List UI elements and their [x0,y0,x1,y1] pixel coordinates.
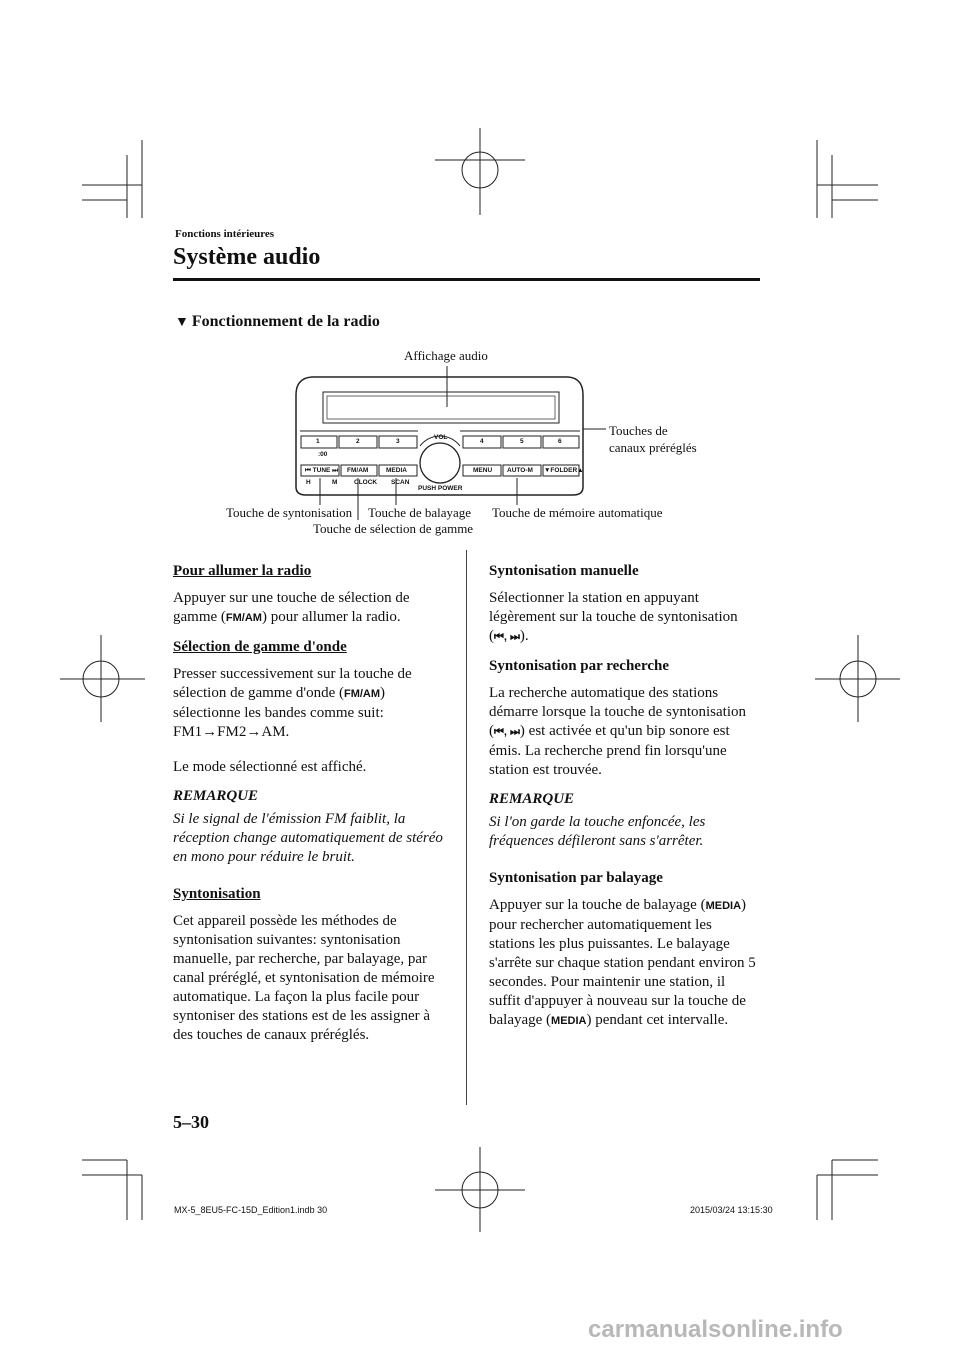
note-heading: REMARQUE [489,791,575,807]
callout-tune-key: Touche de syntonisation [226,505,353,520]
power-heading: Pour allumer la radio [173,563,312,579]
seek-heading: Syntonisation par recherche [489,658,670,674]
triangle-marker-icon: ▼ [175,315,189,330]
note-heading: REMARQUE [173,788,259,804]
section-label: Fonctions intérieures [175,228,275,240]
m-label: M [332,479,338,486]
note-text: Si le signal de l'émission FM faiblit, la réception change automatiquement de stéréo en mono pour réduire le bruit. [173,811,443,865]
menu-button-label: MENU [473,467,493,474]
section-heading-text: Fonctionnement de la radio [191,313,380,330]
clock-sub-label: :00 [318,451,328,458]
fm-am-key: FM/AM [225,612,262,624]
preset-5-label: 5 [520,438,524,445]
push-power-label: PUSH POWER [418,485,463,492]
preset-4-label: 4 [480,438,484,445]
column-divider [466,550,467,1105]
folder-button-label: ▼FOLDER▲ [544,467,584,474]
page-title: Système audio [173,244,321,270]
manual-heading: Syntonisation manuelle [489,563,639,579]
preset-1-label: 1 [316,438,320,445]
preset-6-label: 6 [558,438,562,445]
band-heading: Sélection de gamme d'onde [173,639,347,655]
page-number: 5–30 [173,1112,209,1132]
band-paragraph: Presser successivement sur la touche de sélection de gamme d'onde (FM/AM) sélectionne les bandes comme suit: FM1→FM2→AM. [173,666,412,740]
callout-preset-line2: canaux préréglés [609,440,697,455]
clock-label: CLOCK [354,479,378,486]
footer-filename: MX-5_8EU5-FC-15D_Edition1.indb 30 [174,1205,328,1215]
media-key: MEDIA [705,900,742,912]
footer-timestamp: 2015/03/24 13:15:30 [690,1205,773,1215]
tuning-paragraph: Cet appareil possède les méthodes de syntonisation suivantes: syntonisation manuelle, par recherche, par balayage, par canal préréglé, et syntonisation de mémoire automatique. La façon la plus facile pour syntoniser des stations est de les assigner à des touches de canaux préréglés. [173,913,435,1043]
scan-paragraph: Appuyer sur la touche de balayage (MEDIA) pour rechercher automatiquement les stations les plus puissantes. Le balayage s'arrête sur chaque station pendant environ 5 secondes. Pour maintenir une station, il suffit d'appuyer à nouveau sur la touche de balayage (MEDIA) pendant cet intervalle. [489,897,756,1028]
tuning-heading: Syntonisation [173,886,261,902]
vol-label: VOL [434,434,448,441]
right-column [489,562,759,1041]
band-paragraph-2: Le mode sélectionné est affiché. [173,759,367,775]
callout-preset-line1: Touches de [609,423,668,438]
watermark: carmanualsonline.info [588,1316,843,1343]
callout-audio-display: Affichage audio [404,348,488,363]
tune-keys: ⏮, ⏭ [494,726,520,738]
preset-2-label: 2 [356,438,360,445]
callout-scan-key: Touche de balayage [368,505,472,520]
radio-panel-illustration [0,0,960,560]
h-label: H [306,479,311,486]
callout-auto-memory-key: Touche de mémoire automatique [492,505,663,520]
left-column [173,562,443,1055]
tune-keys: ⏮, ⏭ [494,631,520,643]
note-text: Si l'on garde la touche enfoncée, les fréquences défileront sans s'arrêter. [489,814,706,849]
fm-am-key: FM/AM [343,688,381,700]
scan-label: SCAN [391,479,410,486]
callout-band-key: Touche de sélection de gamme [313,521,474,536]
media-key: MEDIA [551,1015,587,1027]
power-paragraph: Appuyer sur une touche de sélection de gamme (FM/AM) pour allumer la radio. [173,590,410,625]
seek-paragraph: La recherche automatique des stations démarre lorsque la touche de syntonisation (⏮, ⏭) est activée et qu'un bip sonore est émis. La recherche prend fin lorsqu'une station est trouvée. [489,685,747,778]
tune-button-label: ⏮ TUNE ⏭ [305,467,339,474]
media-button-label: MEDIA [386,467,407,474]
auto-m-button-label: AUTO-M [507,467,533,474]
fm-am-button-label: FM/AM [347,467,369,474]
manual-paragraph: Sélectionner la station en appuyant légèrement sur la touche de syntonisation (⏮, ⏭). [489,590,738,644]
scan-heading: Syntonisation par balayage [489,870,663,886]
radio-diagram [0,0,960,560]
preset-3-label: 3 [396,438,400,445]
